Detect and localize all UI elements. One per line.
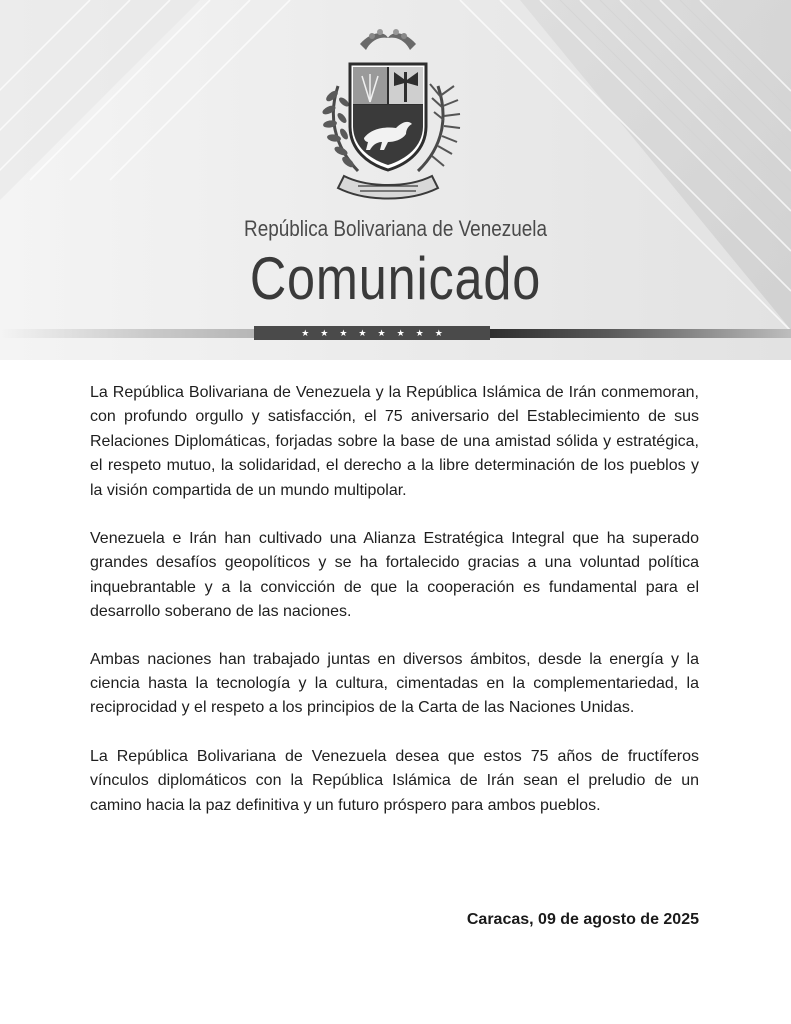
document-title: Comunicado: [249, 245, 542, 312]
coat-of-arms-emblem: [298, 26, 478, 206]
divider-stars: [254, 327, 490, 339]
star-icon: ★: [415, 328, 424, 338]
paragraph-anniversary: La República Bolivariana de Venezuela y la República Islámica de Irán conmemoran, con profundo orgullo y satisfacción, el 75 aniversario del Establecimiento de sus Relaciones Diplomáticas, forjadas sobre la base de una amistad sólida y estratégica, el respeto mutuo, la solidaridad, el derecho a la libre determinación de los pueblos y la visión compartida de un mundo multipolar.: [90, 384, 699, 499]
star-icon: ★: [396, 328, 405, 338]
divider-bar-right: [490, 329, 791, 338]
letterhead: [0, 0, 791, 360]
communique-body: [90, 381, 699, 842]
star-icon: ★: [339, 328, 348, 338]
paragraph-cooperation-areas: Ambas naciones han trabajado juntas en diversos ámbitos, desde la energía y la ciencia hasta la tecnología y la cultura, cimentadas en la complementariedad, la reciprocidad y el respeto a los principios de la Carta de las Naciones Unidas.: [90, 650, 699, 717]
paragraph-strategic-alliance: Venezuela e Irán han cultivado una Alianza Estratégica Integral que ha superado grandes desafíos geopolíticos y se ha fortalecido gracias a una voluntad política inquebrantable y a la convicción de que la cooperación es fundamental para el desarrollo soberano de las naciones.: [90, 530, 699, 621]
place-and-date: Caracas, 09 de agosto de 2025: [466, 911, 699, 928]
star-icon: ★: [434, 328, 443, 338]
republic-name-heading: República Bolivariana de Venezuela: [244, 216, 547, 241]
paragraph-closing-wish: La República Bolivariana de Venezuela desea que estos 75 años de fructíferos vínculos diplomáticos con la República Islámica de Irán sean el preludio de un camino hacia la paz definitiva y un futuro próspero para ambos pueblos.: [90, 747, 699, 814]
star-icon: ★: [377, 328, 386, 338]
star-icon: ★: [301, 328, 310, 338]
star-icon: ★: [320, 328, 329, 338]
divider-bar-left: [0, 329, 260, 338]
star-icon: ★: [358, 328, 367, 338]
